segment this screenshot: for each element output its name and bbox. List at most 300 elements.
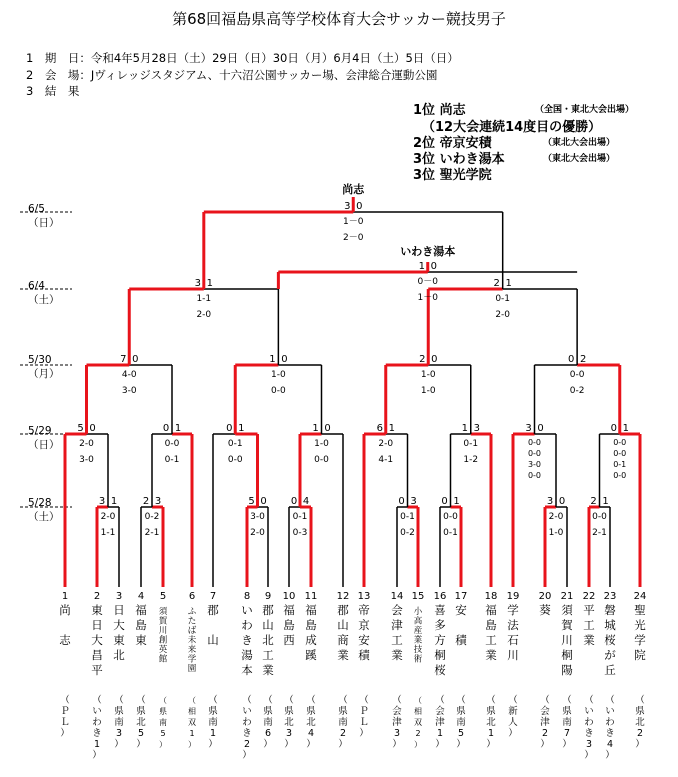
match-period-score: 0-0 bbox=[527, 449, 542, 458]
team-number: 18 bbox=[484, 591, 498, 602]
team-region-char: Ｐ bbox=[359, 706, 369, 717]
team-region-char: 県 bbox=[486, 706, 496, 717]
match-period-score: 0-0 bbox=[314, 455, 329, 465]
team-name-char: 津 bbox=[391, 618, 403, 632]
team-name-char: 川 bbox=[561, 633, 573, 647]
team-region-char: 7 bbox=[563, 728, 571, 739]
match-period-score: 3-0 bbox=[250, 512, 265, 522]
match-score-right: 0 bbox=[281, 354, 288, 365]
team-region-char: き bbox=[92, 728, 102, 739]
team-region-char: 県 bbox=[635, 706, 645, 717]
team-name-char: 工 bbox=[583, 618, 595, 632]
match-score-right: 1 bbox=[206, 278, 213, 289]
team-region-char: （ bbox=[605, 695, 615, 706]
match-period-score: 2－0 bbox=[343, 233, 364, 243]
team-region-char: 北 bbox=[486, 717, 496, 728]
info-label: 結 果 bbox=[44, 84, 80, 98]
match-period-score: 0-1 bbox=[495, 294, 511, 304]
team-region-char: （ bbox=[114, 695, 124, 706]
match-score-right: 3 bbox=[410, 496, 417, 507]
team-region-char: ） bbox=[284, 739, 294, 750]
team-number: 11 bbox=[304, 591, 318, 602]
team-name-char: 郡 bbox=[337, 603, 349, 617]
info-text: Jヴィレッジスタジアム、十六沼公園サッカー場、会津総合運動公園 bbox=[90, 68, 438, 82]
team-name-char: 北 bbox=[113, 648, 125, 662]
team-name-char: 尚 bbox=[59, 603, 71, 617]
team-name-char: 成 bbox=[305, 633, 317, 647]
team-region-char: わ bbox=[242, 717, 252, 728]
team-region-char: 2 bbox=[339, 728, 347, 739]
match-score-left: 0 bbox=[226, 423, 233, 434]
team-region-char: ） bbox=[114, 739, 124, 750]
team-number: 19 bbox=[506, 591, 520, 602]
team-region-char: ） bbox=[306, 739, 316, 750]
team-name-char: 業 bbox=[413, 635, 423, 646]
team-name-char: 山 bbox=[207, 633, 219, 647]
team-region-char: 南 bbox=[263, 717, 273, 728]
match-score-left: 1 bbox=[269, 354, 276, 365]
match-period-score: 3-0 bbox=[79, 455, 94, 465]
match-period-score: 1－0 bbox=[343, 217, 364, 227]
team-region-char: Ｌ bbox=[60, 717, 70, 728]
team-region-char: 県 bbox=[338, 706, 348, 717]
team-name-char: た bbox=[187, 616, 197, 627]
match-score-right: 1 bbox=[602, 496, 609, 507]
team-name-char: 業 bbox=[337, 648, 349, 662]
info-num: 2 bbox=[26, 68, 34, 82]
team-region-char: ） bbox=[456, 739, 466, 750]
team-region-char: 県 bbox=[263, 706, 273, 717]
match-period-score: 3-0 bbox=[121, 386, 137, 396]
team-name-char: 学 bbox=[634, 633, 646, 647]
team-region-char: 人 bbox=[508, 717, 518, 728]
match-score-left: 3 bbox=[525, 423, 532, 434]
info-label: 会 場： bbox=[44, 68, 91, 82]
team-name-char: 石 bbox=[507, 633, 519, 647]
team-name-char: 術 bbox=[413, 654, 423, 665]
team-region-char: 5 bbox=[160, 729, 166, 738]
team-name-char: 須 bbox=[158, 607, 168, 617]
team-region-char: 1 bbox=[189, 729, 195, 738]
match-period-score: 3-0 bbox=[527, 460, 542, 469]
team-name-char: 産 bbox=[413, 626, 423, 636]
match-score-right: 0 bbox=[324, 423, 331, 434]
team-region-char: （ bbox=[359, 695, 369, 706]
team-region-char: ） bbox=[635, 739, 645, 750]
match-period-score: 0-1 bbox=[463, 439, 479, 449]
team-region-char: ） bbox=[208, 739, 218, 750]
match-score-left: 2 bbox=[419, 354, 426, 365]
team-region-char: ） bbox=[486, 739, 496, 750]
team-region-char: （ bbox=[392, 695, 402, 706]
match-score-right: 1 bbox=[388, 423, 395, 434]
team-name-char: 大 bbox=[113, 618, 125, 632]
match-score-left: 1 bbox=[461, 423, 468, 434]
team-region-char: ） bbox=[136, 739, 146, 750]
team-number: 2 bbox=[93, 591, 101, 602]
match-period-score: 2-1 bbox=[592, 528, 607, 538]
team-region-char: 4 bbox=[606, 739, 614, 750]
team-name-char: 日 bbox=[91, 618, 103, 632]
date-label: 5/28 （土） bbox=[28, 497, 60, 523]
info-label: 期 日： bbox=[44, 51, 91, 65]
team-region-char: Ｐ bbox=[60, 706, 70, 717]
match-period-score: 0-1 bbox=[443, 528, 458, 538]
match-score-right: 3 bbox=[154, 496, 162, 507]
team-name-char: 会 bbox=[391, 603, 403, 617]
match-period-score: 0-0 bbox=[527, 471, 542, 480]
team-name-char: 大 bbox=[91, 633, 103, 647]
match-score-right: 1 bbox=[622, 423, 629, 434]
team-name-char: 創 bbox=[158, 635, 168, 646]
team-region-char: ） bbox=[263, 739, 273, 750]
team-region-char: （ bbox=[306, 695, 316, 706]
match-score-right: 1 bbox=[505, 278, 512, 289]
match-period-score: 1-0 bbox=[271, 370, 286, 380]
team-region-char: 3 bbox=[585, 739, 593, 750]
team-region-char: （ bbox=[508, 695, 518, 706]
match-score-left: 3 bbox=[546, 496, 554, 507]
team-region-char: ） bbox=[159, 740, 167, 749]
match-score-right: 0 bbox=[260, 496, 267, 507]
team-number: 23 bbox=[603, 591, 617, 602]
team-region-char: ） bbox=[435, 739, 445, 750]
team-name-char: 小 bbox=[413, 607, 423, 617]
team-name-char: い bbox=[241, 603, 253, 617]
match-score-left: 0 bbox=[290, 496, 298, 507]
team-region-char: 3 bbox=[115, 728, 123, 739]
team-region-char: ） bbox=[584, 750, 594, 761]
team-region-char: 相 bbox=[188, 707, 196, 716]
team-number: 15 bbox=[411, 591, 425, 602]
team-region-char: 相 bbox=[414, 707, 422, 716]
team-region-char: き bbox=[605, 728, 615, 739]
match-period-score: 0－0 bbox=[417, 277, 438, 287]
team-region-char: 南 bbox=[114, 717, 124, 728]
team-number: 6 bbox=[188, 591, 196, 602]
team-name-char: 丘 bbox=[604, 663, 616, 677]
match-period-score: 0-3 bbox=[292, 528, 308, 538]
team-region-char: （ bbox=[92, 695, 102, 706]
team-region-char: 県 bbox=[306, 706, 316, 717]
team-name-char: 志 bbox=[59, 633, 71, 647]
team-region-char: ） bbox=[605, 750, 615, 761]
team-name-char: 積 bbox=[455, 633, 467, 647]
team-name-char: 安 bbox=[455, 603, 467, 617]
match-score-right: 0 bbox=[431, 354, 438, 365]
team-region-char: ） bbox=[60, 728, 70, 739]
match-period-score: 0-0 bbox=[613, 471, 627, 480]
team-name-char: ば bbox=[187, 626, 197, 636]
match-period-score: 0-0 bbox=[613, 449, 627, 458]
team-number: 20 bbox=[538, 591, 552, 602]
team-region-char: （ bbox=[456, 695, 466, 706]
match-score-left: 0 bbox=[567, 354, 575, 365]
match-period-score: 1-0 bbox=[420, 386, 436, 396]
team-number: 1 bbox=[61, 591, 69, 602]
team-region-char: 6 bbox=[264, 728, 272, 739]
team-name-char: 島 bbox=[305, 618, 317, 632]
team-name-char: 喜 bbox=[434, 603, 446, 617]
team-name-char: 来 bbox=[187, 645, 197, 655]
team-name-char: 安 bbox=[358, 633, 370, 647]
info-num: 3 bbox=[26, 84, 34, 98]
team-name-char: 方 bbox=[434, 633, 446, 647]
match-score-left: 0 bbox=[610, 423, 617, 434]
team-region-char: 北 bbox=[284, 717, 294, 728]
team-region-char: 会 bbox=[392, 706, 402, 717]
team-region-char: 北 bbox=[306, 717, 316, 728]
team-name-char: 桐 bbox=[434, 648, 446, 662]
match-score-right: 2 bbox=[579, 354, 587, 365]
team-name-char bbox=[207, 618, 219, 632]
match-period-score: 2-1 bbox=[144, 528, 160, 538]
team-name-char: 昌 bbox=[91, 648, 103, 662]
team-number: 21 bbox=[560, 591, 574, 602]
team-region-char: （ bbox=[435, 695, 445, 706]
team-name-char: 工 bbox=[485, 633, 497, 647]
match-period-score: 0-0 bbox=[527, 438, 542, 447]
match-score-left: 3 bbox=[194, 278, 201, 289]
team-name-char: 英 bbox=[158, 645, 168, 655]
match-period-score: 0-1 bbox=[613, 460, 627, 469]
match-period-score: 2-0 bbox=[378, 439, 394, 449]
team-name-char: 法 bbox=[507, 618, 519, 632]
match-period-score: 1－0 bbox=[417, 293, 438, 303]
match-score-right: 0 bbox=[89, 423, 96, 434]
info-text: 令和4年5月28日（土）29日（日）30日（月）6月4日（土）5日（日） bbox=[90, 51, 459, 65]
team-name-char: 城 bbox=[604, 618, 616, 632]
team-region-char: き bbox=[584, 728, 594, 739]
match-score-right: 0 bbox=[537, 423, 544, 434]
match-period-score: 0-0 bbox=[164, 439, 180, 449]
match-period-score: 0-0 bbox=[569, 370, 585, 380]
match-period-score: 0-0 bbox=[227, 455, 243, 465]
team-region-char: （ bbox=[486, 695, 496, 706]
date-label: 5/30 （月） bbox=[28, 354, 60, 380]
match-score-right: 0 bbox=[132, 354, 139, 365]
team-region-char: わ bbox=[605, 717, 615, 728]
team-name-char: 本 bbox=[241, 663, 253, 677]
team-name-char: 業 bbox=[583, 633, 595, 647]
team-name-char: 賀 bbox=[158, 616, 168, 627]
match-score-left: 0 bbox=[398, 496, 405, 507]
team-number: 4 bbox=[137, 591, 145, 602]
team-name-char: 東 bbox=[91, 603, 103, 617]
match-period-score: 0-1 bbox=[164, 455, 180, 465]
match-period-score: 1-1 bbox=[196, 294, 212, 304]
team-region-char: 南 bbox=[159, 718, 167, 727]
team-number: 8 bbox=[243, 591, 251, 602]
team-region-char: 県 bbox=[159, 707, 167, 716]
team-region-char: 3 bbox=[393, 728, 401, 739]
match-period-score: 1-0 bbox=[420, 370, 436, 380]
team-region-char: 2 bbox=[415, 729, 421, 738]
team-name-char: 須 bbox=[561, 603, 573, 617]
team-number: 12 bbox=[336, 591, 350, 602]
team-name-char: 桐 bbox=[561, 648, 573, 662]
team-region-char: ） bbox=[359, 728, 369, 739]
match-score-right: 1 bbox=[238, 423, 245, 434]
team-region-char: 1 bbox=[487, 728, 495, 739]
team-name-char: 磐 bbox=[604, 603, 616, 617]
team-region-char: 南 bbox=[338, 717, 348, 728]
match-score-right: 0 bbox=[430, 261, 437, 272]
match-score-right: 0 bbox=[356, 201, 363, 212]
team-region-char: （ bbox=[188, 696, 196, 705]
team-region-char: ） bbox=[242, 750, 252, 761]
result-third-a: 3位 いわき湯本 bbox=[413, 152, 505, 167]
team-region-char: い bbox=[584, 706, 594, 717]
team-name-char: 湯 bbox=[241, 648, 253, 662]
team-region-char: 5 bbox=[457, 728, 465, 739]
team-region-char: （ bbox=[414, 696, 422, 705]
team-name-char bbox=[455, 618, 467, 632]
team-region-char: 津 bbox=[392, 717, 402, 728]
team-region-char: （ bbox=[540, 695, 550, 706]
team-name-char: 日 bbox=[113, 603, 125, 617]
match-period-score: 2-0 bbox=[495, 310, 511, 320]
team-region-char: 津 bbox=[540, 717, 550, 728]
team-name-char: 工 bbox=[391, 633, 403, 647]
team-region-char: （ bbox=[635, 695, 645, 706]
team-name-char: 福 bbox=[485, 603, 497, 617]
team-region-char: （ bbox=[562, 695, 572, 706]
team-region-char: ） bbox=[562, 739, 572, 750]
team-region-char: 双 bbox=[188, 718, 196, 727]
team-region-char: 県 bbox=[562, 706, 572, 717]
result-first-sub: （12大会連続14度目の優勝） bbox=[422, 120, 602, 135]
champion-label: 尚志 bbox=[342, 183, 365, 196]
match-score-right: 0 bbox=[558, 496, 566, 507]
team-name-char: 館 bbox=[158, 654, 168, 665]
match-score-right: 1 bbox=[110, 496, 118, 507]
team-name-char: 郡 bbox=[207, 603, 219, 617]
team-region-char: 2 bbox=[243, 739, 251, 750]
team-number: 10 bbox=[282, 591, 296, 602]
match-period-score: 2-0 bbox=[250, 528, 265, 538]
team-name-char: 学 bbox=[187, 654, 197, 665]
match-period-score: 0-0 bbox=[443, 512, 458, 522]
match-period-score: 2-0 bbox=[548, 512, 564, 522]
match-period-score: 1-2 bbox=[463, 455, 479, 465]
result-first-note: （全国・東北大会出場） bbox=[535, 105, 635, 115]
team-name-char: 業 bbox=[391, 648, 403, 662]
match-score-right: 1 bbox=[174, 423, 182, 434]
team-region-char: （ bbox=[242, 695, 252, 706]
match-score-left: 6 bbox=[376, 423, 383, 434]
team-name-char: 技 bbox=[413, 645, 423, 655]
team-number: 22 bbox=[582, 591, 596, 602]
team-name-char: 蹊 bbox=[305, 648, 317, 662]
team-name-char: 業 bbox=[485, 648, 497, 662]
team-name-char: 西 bbox=[283, 633, 295, 647]
match-period-score: 0-2 bbox=[569, 386, 585, 396]
result-third-a-note: （東北大会出場） bbox=[543, 154, 616, 164]
team-number: 9 bbox=[264, 591, 272, 602]
match-score-left: 5 bbox=[77, 423, 84, 434]
team-region-char: 北 bbox=[136, 717, 146, 728]
match-score-left: 2 bbox=[142, 496, 150, 507]
date-label: 6/4 （土） bbox=[28, 280, 60, 306]
team-region-char: 会 bbox=[540, 706, 550, 717]
team-region-char: Ｌ bbox=[359, 717, 369, 728]
team-region-char: 県 bbox=[114, 706, 124, 717]
team-name-char: 積 bbox=[358, 648, 370, 662]
team-name-char bbox=[59, 618, 71, 632]
team-region-char: い bbox=[605, 706, 615, 717]
team-name-char: 高 bbox=[413, 616, 423, 627]
result-second-note: （東北大会出場） bbox=[543, 138, 616, 148]
match-period-score: 0-2 bbox=[400, 528, 415, 538]
match-score-right: 4 bbox=[302, 496, 310, 507]
match-period-score: 0-0 bbox=[592, 512, 607, 522]
match-period-score: 2-0 bbox=[100, 512, 116, 522]
match-score-left: 5 bbox=[248, 496, 255, 507]
team-name-char: 院 bbox=[634, 648, 646, 662]
match-score-left: 0 bbox=[441, 496, 448, 507]
team-region-char: （ bbox=[263, 695, 273, 706]
team-name-char: 山 bbox=[337, 618, 349, 632]
team-name-char: 園 bbox=[187, 664, 197, 674]
match-period-score: 0-1 bbox=[227, 439, 243, 449]
team-region-char: （ bbox=[136, 695, 146, 706]
team-name-char: 東 bbox=[113, 633, 125, 647]
team-region-char: ） bbox=[414, 740, 422, 749]
team-name-char: 工 bbox=[262, 648, 274, 662]
match-score-left: 1 bbox=[312, 423, 319, 434]
date-label: 5/29 （日） bbox=[28, 425, 60, 451]
match-period-score: 0-1 bbox=[292, 512, 308, 522]
match-score-left: 0 bbox=[162, 423, 170, 434]
match-period-score: 0-0 bbox=[271, 386, 286, 396]
third-place-label: いわき湯本 bbox=[400, 245, 456, 258]
team-region-char: ） bbox=[392, 739, 402, 750]
team-region-char: （ bbox=[159, 696, 167, 705]
team-region-char: 南 bbox=[208, 717, 218, 728]
team-region-char: （ bbox=[338, 695, 348, 706]
team-region-char: 1 bbox=[93, 739, 101, 750]
page-title: 第68回福島県高等学校体育大会サッカー競技男子 bbox=[172, 10, 506, 28]
team-region-char: ） bbox=[338, 739, 348, 750]
team-name-char: き bbox=[241, 633, 253, 647]
team-region-char: い bbox=[242, 706, 252, 717]
team-region-char: （ bbox=[284, 695, 294, 706]
team-name-char: 福 bbox=[305, 603, 317, 617]
team-name-char: 業 bbox=[262, 663, 274, 677]
team-region-char: （ bbox=[60, 695, 70, 706]
team-region-char: 北 bbox=[635, 717, 645, 728]
match-score-right: 1 bbox=[453, 496, 460, 507]
team-region-char: ） bbox=[92, 750, 102, 761]
team-name-char: 島 bbox=[485, 618, 497, 632]
team-name-char: 島 bbox=[283, 618, 295, 632]
team-name-char: 聖 bbox=[634, 603, 646, 617]
match-score-left: 3 bbox=[344, 201, 351, 212]
match-score-left: 2 bbox=[590, 496, 597, 507]
team-name-char: 京 bbox=[358, 618, 370, 632]
team-number: 14 bbox=[390, 591, 404, 602]
team-region-char: 会 bbox=[435, 706, 445, 717]
team-number: 24 bbox=[633, 591, 647, 602]
match-period-score: 1-0 bbox=[548, 528, 564, 538]
team-name-char: 未 bbox=[187, 635, 197, 646]
team-number: 17 bbox=[454, 591, 468, 602]
team-region-char: ） bbox=[508, 728, 518, 739]
team-name-char: 福 bbox=[283, 603, 295, 617]
team-name-char: 桜 bbox=[434, 663, 446, 677]
match-period-score: 2-0 bbox=[196, 310, 212, 320]
